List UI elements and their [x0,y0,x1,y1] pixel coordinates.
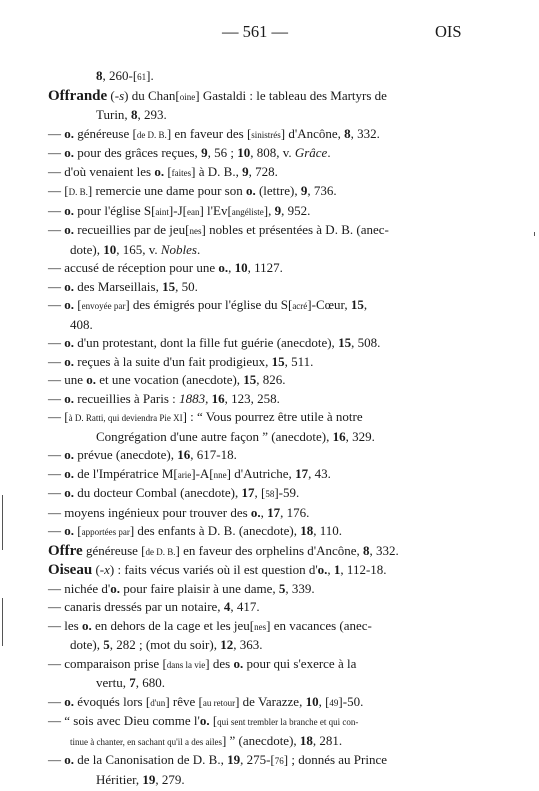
text-run: pour des grâces reçues, [74,145,202,160]
text-run: ] nobles et présentées à D. B. (anec- [201,222,389,237]
text-run: ]. [146,68,154,83]
italic-ref: -x [99,562,110,577]
bold-ref: o. [64,465,74,481]
text-run: — [48,222,65,237]
index-line [48,163,463,183]
text-run: — [48,353,65,369]
editorial-insert: d'un [150,697,166,708]
text-run: d'un protestant, dont la fille fut guérie (anecdote), [74,335,339,350]
text-run: — [48,485,65,500]
page-number: — 561 — [222,22,288,41]
text-run: , 50. [175,278,198,294]
text-run: — d'où venaient les [48,163,155,179]
text-run: — [48,447,65,462]
text-run: ( [107,87,115,103]
bold-ref: o. [81,617,92,633]
text-run: pour faire plaisir à une dame, [120,580,279,596]
bold-ref: 15 [243,372,257,387]
bold-ref: o. [64,353,74,369]
text-run: recueillies à Paris : [74,390,180,406]
bold-ref: o. [154,163,165,179]
index-line [48,278,463,297]
text-run: et une vocation (anecdote), [96,372,244,387]
text-run: , 736. [307,183,337,198]
index-line [48,617,463,637]
bold-ref: 17 [267,504,281,520]
index-line [48,334,463,353]
editorial-insert: envoyée par [81,301,126,311]
text-run: ]-A[ [191,465,214,481]
text-run: ] d'Ancône, [280,125,345,141]
text-run: Turin, [96,107,131,122]
index-line [48,484,463,504]
text-run: prévue (anecdote), [74,447,178,462]
text-run: recueillies par de jeu[ [74,222,190,237]
text-run: ] de Varazze, [235,693,306,709]
text-run: ] en faveur des [ [166,125,252,141]
bold-ref: 17 [241,485,255,500]
index-line [48,390,463,409]
text-run: Congrégation d'une autre façon ” (anecdote), [96,428,333,444]
text-run: (lettre), [255,183,301,198]
bold-ref: o. [64,752,74,767]
editorial-insert: acré [292,301,308,311]
text-run: ] ; donnés au Prince [283,752,388,767]
bold-ref: o. [110,580,121,596]
text-run: , [ [318,693,330,709]
text-run: dote), [70,241,104,257]
text-run: — [48,202,65,218]
index-line [48,542,463,562]
text-run: , 165, v. [116,241,161,257]
text-run: — [ [48,183,69,198]
bold-ref: o. [64,222,74,237]
text-run: , 260-[ [102,68,138,83]
text-run: , 417. [230,599,260,614]
index-line [48,712,463,732]
text-run: , 511. [284,353,314,369]
bold-ref: 9 [242,163,249,179]
editorial-insert: 58 [265,489,275,499]
bold-ref: 10 [237,145,251,160]
text-run: reçues à la suite d'un fait prodigieux, [74,353,272,369]
text-run: — accusé de réception pour une [48,260,219,275]
bold-ref: o. [64,335,74,350]
index-line [48,182,463,202]
text-run: , [327,562,334,577]
editorial-insert: qui sent trembler la branche et qui con- [217,717,359,727]
bold-ref: 16 [211,390,225,406]
text-run: , 508. [351,335,381,350]
text-run: , 826. [256,372,286,387]
bold-ref: 9 [201,145,208,160]
bold-ref: o. [64,693,74,709]
bold-ref: o. [64,390,74,406]
italic-ref: -s [114,87,125,103]
bold-ref: 15 [338,335,352,350]
editorial-insert: à D. Ratti, qui deviendra Pie XI [68,413,183,423]
bold-ref: o. [86,372,97,387]
editorial-insert: dans la vie [166,659,206,670]
bold-ref: 15 [271,353,285,369]
text-run: . [197,241,201,257]
text-run: ]-Cœur, [307,297,351,312]
text-run: [ [74,297,82,312]
text-run: de la Canonisation de D. B., [74,752,228,767]
editorial-insert: nes [189,226,202,236]
text-run: , 339. [285,580,315,596]
bold-ref: 18 [299,732,313,748]
text-run: , 282 ; (mot du soir), [109,637,221,652]
index-line [48,125,463,145]
text-run: ] ” (anecdote), [221,732,300,748]
editorial-insert: angéliste [231,206,264,217]
index-line [48,636,463,655]
text-run: — [48,278,65,294]
text-run: des Marseillais, [74,278,163,294]
index-line [48,504,463,523]
text-run: — [ [48,409,69,424]
text-run: , 281. [312,732,343,748]
text-run: , 275-[ [240,752,275,767]
editorial-insert: apportées par [81,527,130,537]
editorial-insert: D. B. [68,187,88,197]
bold-ref: 17 [295,465,309,481]
index-line [48,106,463,125]
bold-ref: o. [317,562,328,577]
bold-ref: o. [250,504,261,520]
text-run: vertu, [96,675,130,690]
text-run: , 176. [280,504,310,520]
text-run: ] des émigrés pour l'église du S[ [125,297,293,312]
text-run: ] en vacances (anec- [266,617,372,633]
entry-headword: Offre [48,542,83,559]
text-run: — [48,145,65,160]
bold-ref: 18 [300,523,314,538]
index-line [48,751,463,771]
editorial-insert: de D. B. [136,129,167,140]
text-run: — canaris dressés par un notaire, [48,599,224,614]
text-run: , 680. [135,675,165,690]
bold-ref: o. [64,523,74,538]
text-run: du docteur Combal (anecdote), [74,485,242,500]
text-run: [ [209,713,218,728]
index-line [48,522,463,542]
italic-ref: Grâce [294,145,328,160]
bold-ref: 4 [223,599,231,614]
text-run: , [ [254,485,266,500]
index-line [48,693,463,713]
editorial-insert: sinistrés [251,129,281,140]
text-run: , 293. [137,107,167,122]
text-run: , [228,260,235,275]
entry-headword: Offrande [48,87,108,104]
editorial-insert: arie [177,469,192,480]
text-run: — [48,523,65,538]
text-run: — [48,335,65,350]
text-run: — [48,465,65,481]
index-text [48,67,463,789]
text-run: , 363. [233,637,263,652]
editorial-insert: de D. B. [145,546,176,557]
text-run: , 110. [313,523,342,538]
text-run: , 1127. [247,260,283,275]
index-line [48,259,463,278]
text-run: [ [74,523,82,538]
index-line [48,598,463,617]
text-run: , 332. [350,125,380,141]
index-line [48,353,463,372]
bold-ref: 10 [305,693,319,709]
index-line [48,655,463,675]
text-run: , [205,390,212,406]
index-line [48,580,463,599]
bold-ref: 16 [332,428,346,444]
bold-ref: 10 [103,241,117,257]
bold-ref: o. [199,713,210,728]
index-line [48,67,463,87]
text-run: ]-J[ [168,202,187,218]
bold-ref: o. [218,260,229,275]
text-run: ] remercie une dame pour son [87,183,246,198]
index-line [48,732,463,752]
text-run: dote), [70,637,104,652]
editorial-insert: aint [155,206,169,217]
bold-ref: o. [64,447,74,462]
margin-rule-right [534,232,535,236]
bold-ref: 16 [177,447,191,462]
index-line [48,771,463,790]
text-run: , 808, v. [250,145,295,160]
text-run: ) du Chan[ [124,87,180,103]
bold-ref: 15 [162,278,176,294]
index-line [48,87,463,107]
text-run: en dehors de la cage et les jeu[ [91,617,255,633]
bold-ref: o. [245,183,256,198]
text-run: ] : “ Vous pourrez être utile à notre [182,409,363,424]
bold-ref: 15 [350,297,364,312]
text-run: ] l'Ev[ [199,202,232,218]
editorial-insert: oine [179,91,196,102]
editorial-insert: nne [213,469,227,480]
text-run: Héritier, [96,771,143,787]
bold-ref: o. [64,125,74,141]
text-run: , 952. [281,202,311,218]
bold-ref: 9 [300,183,308,198]
text-run: — comparaison prise [ [48,655,167,671]
bold-ref: 5 [103,637,110,652]
text-run: , 112-18. [340,562,387,577]
index-line [48,371,463,390]
bold-ref: 19 [227,752,241,767]
text-run: pour l'église S[ [74,202,156,218]
index-line [48,316,463,335]
editorial-insert: faites [171,167,192,178]
text-run: 408. [70,316,93,332]
text-run: , 56 ; [207,145,238,160]
bold-ref: o. [64,145,74,160]
text-run: . [327,145,331,160]
text-run: — nichée d' [48,580,111,596]
text-run: — [48,125,65,141]
editorial-insert: 49 [329,697,339,708]
text-run: — [48,693,65,709]
text-run: ) : faits vécus variés où il est question d' [109,562,318,577]
bold-ref: 8 [96,68,103,83]
editorial-insert: au retour [202,697,236,708]
text-run: ] en faveur des orphelins d'Ancône, [175,542,364,558]
text-run: — [48,297,65,312]
bold-ref: o. [64,278,74,294]
bold-ref: 10 [234,260,248,275]
bold-ref: 12 [220,637,234,652]
text-run: ] des enfants à D. B. (anecdote), [129,523,301,538]
index-line [48,674,463,693]
editorial-insert: tinue à chanter, en sachant qu'il a des ailes [70,736,222,747]
text-run: évoqués lors [ [74,693,151,709]
bold-ref: 9 [274,202,282,218]
text-run: ( [92,562,100,577]
text-run: ] des [205,655,234,671]
bold-ref: o. [64,485,74,500]
text-run: de l'Impératrice M[ [74,465,178,481]
text-run: ] à D. B., [191,163,243,179]
index-line [48,428,463,447]
text-run: ]-59. [274,485,300,500]
text-run: , 279. [155,771,185,787]
text-run: , 332. [369,542,399,558]
text-run: généreuse [ [82,542,146,558]
margin-rule-left [2,495,3,550]
page-header [0,22,539,46]
text-run: — “ sois avec Dieu comme l' [48,713,200,728]
margin-rule-left [2,598,3,646]
editorial-insert: ean [186,206,200,217]
text-run: ]-50. [338,693,364,709]
italic-ref: 1883 [179,390,206,406]
bold-ref: 19 [142,771,156,787]
text-run: ] rêve [ [165,693,203,709]
bold-ref: 1 [333,562,341,577]
index-line [48,408,463,428]
text-run: généreuse [ [74,125,137,141]
bold-ref: 8 [130,107,138,122]
text-run: [ [164,163,172,179]
index-line [48,221,463,241]
italic-ref: Nobles [160,241,197,257]
text-run: ] d'Autriche, [226,465,296,481]
entry-headword: Oiseau [48,562,93,578]
bold-ref: 8 [344,125,351,141]
index-line [48,465,463,485]
text-run: , [260,504,268,520]
index-line [48,241,463,260]
text-run: — [48,752,65,767]
text-run: , 123, 258. [224,390,280,406]
running-head: OIS [435,22,462,41]
bold-ref: o. [64,297,74,312]
bold-ref: o. [233,655,244,671]
editorial-insert: 76 [274,756,284,766]
index-line [48,202,463,222]
text-run: — une [48,372,87,387]
index-line [48,296,463,316]
text-run: , 617-18. [190,447,237,462]
editorial-insert: 61 [137,72,147,82]
text-run: ], [263,202,275,218]
index-line [48,561,463,580]
bold-ref: o. [64,202,74,218]
text-run: — moyens ingénieux pour trouver des [48,504,251,520]
text-run: pour qui s'exerce à la [243,655,357,671]
text-run: , 43. [308,465,331,481]
text-run: , [363,297,368,312]
bold-ref: 8 [363,542,370,558]
text-run: ] Gastaldi : le tableau des Martyrs de [195,87,387,103]
text-run: , 329. [345,428,375,444]
text-run: , 728. [248,163,278,179]
index-line [48,446,463,465]
text-run: — les [48,617,82,633]
index-line [48,144,463,163]
bold-ref: 7 [129,675,136,690]
bold-ref: 5 [278,580,286,596]
editorial-insert: nes [254,621,267,632]
text-run: — [48,390,65,406]
